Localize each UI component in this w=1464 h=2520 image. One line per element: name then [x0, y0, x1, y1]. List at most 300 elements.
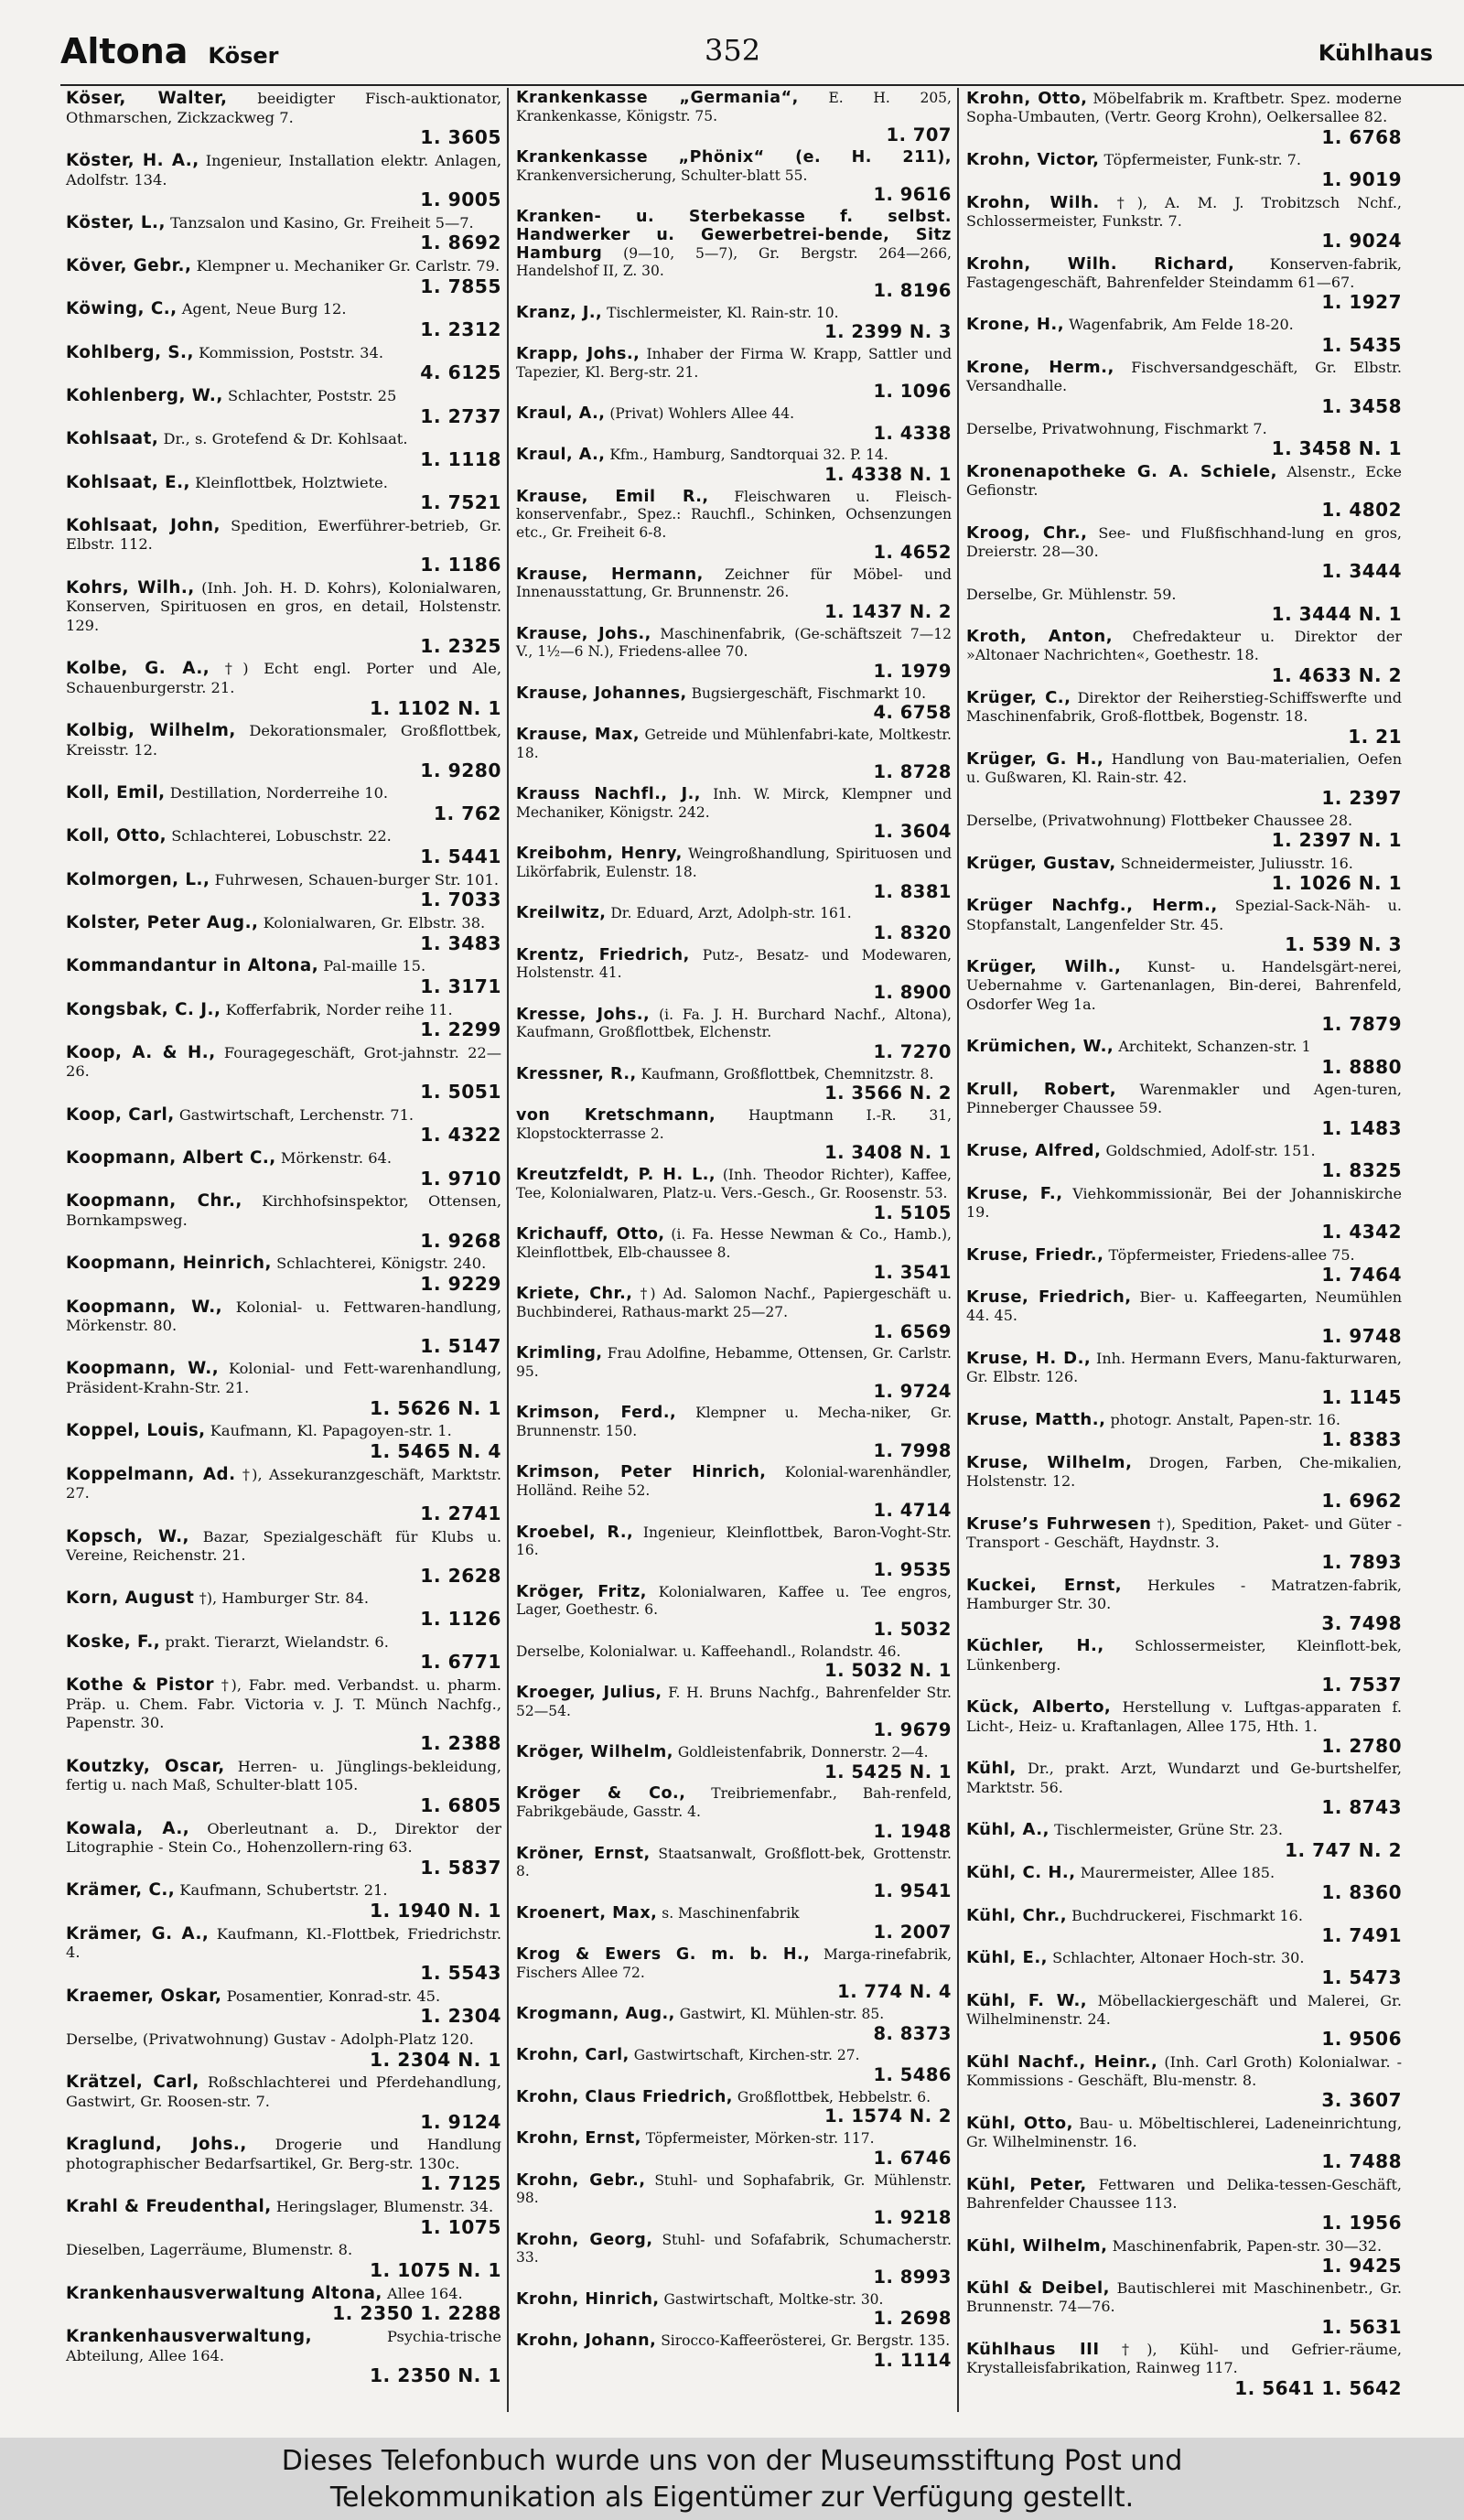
entry-name: Köser, Walter, — [66, 89, 228, 108]
directory-entry — [966, 750, 1402, 808]
phone-number: 1. 7125 — [420, 2172, 501, 2195]
entry-name: Koop, A. & H., — [66, 1042, 216, 1062]
phone-number: 1. 2350 1. 2288 — [332, 2302, 501, 2325]
directory-entry — [516, 346, 952, 402]
phone-number: 1. 9679 — [873, 1719, 952, 1741]
directory-entry — [516, 1524, 952, 1580]
entry-name: Krichauff, Otto, — [516, 1225, 665, 1244]
entry-details: Herkules - Matratzen-fabrik, Hamburger Str. 30. — [966, 1576, 1402, 1612]
directory-entry — [66, 579, 501, 657]
phone-number: 1. 7488 — [1321, 2150, 1402, 2173]
entry-details: Töpfermeister, Friedens-allee 75. — [1108, 1245, 1355, 1264]
entry-name: Kopsch, W., — [66, 1526, 189, 1546]
entry-details: Schneidermeister, Juliusstr. 16. — [1120, 854, 1353, 872]
entry-name: Kühl & Deibel, — [966, 2278, 1111, 2299]
phone-number: 1. 3444 N. 1 — [1271, 602, 1402, 625]
phone-number: 1. 9005 — [420, 188, 501, 211]
phone-number: 1. 1096 — [873, 381, 952, 403]
entry-details: Sirocco-Kaffeerösterei, Gr. Bergstr. 135. — [661, 2332, 951, 2349]
entry-details: Möbelfabrik m. Kraftbetr. Spez. moderne Sopha-Umbauten, (Vertr. Georg Krohn), Oelkersallee 82. — [966, 90, 1402, 126]
phone-number: 1. 8743 — [1321, 1795, 1402, 1818]
phone-number: 1. 2325 — [420, 634, 501, 657]
directory-entry — [516, 2232, 952, 2288]
phone-number: 1. 5435 — [1321, 333, 1402, 356]
entry-name: Krankenhausverwaltung Altona, — [66, 2283, 382, 2303]
entry-details: Stuhl- und Sophafabrik, Gr. Mühlenstr. 98. — [516, 2171, 952, 2207]
entry-details: Allee 164. — [387, 2284, 463, 2302]
entry-name: Krog & Ewers G. m. b. H., — [516, 1944, 811, 1964]
entry-details: Derselbe, (Privatwohnung) Flottbeker Chaussee 28. — [966, 811, 1353, 829]
entry-name: Kruse, Matth., — [966, 1410, 1106, 1429]
entry-details: Dieselben, Lagerräume, Blumenstr. 8. — [66, 2241, 353, 2259]
phone-number: 1. 1940 N. 1 — [369, 1900, 501, 1922]
directory-entry — [516, 305, 952, 342]
directory-entry — [66, 152, 501, 210]
directory-entry — [66, 1466, 501, 1524]
entry-name: Kühl, Chr., — [966, 1905, 1068, 1925]
entry-details: (Inh. Theodor Richter), Kaffee, Tee, Kolonialwaren, Platz-u. Vers.-Gesch., Gr. Roosenstr. 53. — [516, 1167, 952, 1201]
entry-details: †), Spedition, Paket- und Güter - Transport - Geschäft, Haydnstr. 3. — [966, 1514, 1403, 1551]
entry-name: Kraglund, Johs., — [66, 2135, 247, 2155]
phone-number: 1. 5051 — [420, 1081, 501, 1104]
phone-number: 1. 5631 — [1321, 2315, 1402, 2338]
directory-entry — [516, 2089, 952, 2127]
entry-name: Krohn, Ernst, — [516, 2129, 641, 2148]
entry-details: Treibriemenfabr., Bah-renfeld, Fabrikgebäude, Gasstr. 4. — [516, 1785, 952, 1821]
phone-number: 1. 8381 — [873, 880, 952, 902]
entry-details: Kofferfabrik, Norder reihe 11. — [225, 1000, 453, 1018]
entry-name: Krohn, Claus Friedrich, — [516, 2087, 733, 2106]
entry-name: Krüger, Wilh., — [966, 957, 1122, 977]
entry-details: Drogerie und Handlung photographischer Bedarfsartikel, Gr. Berg-str. 130c. — [66, 2136, 502, 2172]
entry-details: Schlachterei, Königstr. 240. — [276, 1255, 487, 1273]
phone-number: 1. 5641 1. 5642 — [1234, 2376, 1402, 2399]
directory-entry — [66, 2198, 501, 2237]
directory-entry — [516, 2130, 952, 2168]
entry-details: Schlossermeister, Kleinflott-bek, Lünkenberg. — [966, 1637, 1402, 1674]
entry-details: Direktor der Reiherstieg-Schiffswerfte und Maschinenfabrik, Groß-flottbek, Bogenstr. 18. — [966, 689, 1402, 726]
directory-entry — [966, 1637, 1402, 1695]
entry-details: prakt. Tierarzt, Wielandstr. 6. — [165, 1632, 389, 1651]
directory-entry — [966, 689, 1402, 747]
directory-entry — [66, 1044, 501, 1103]
entry-details: Staatsanwalt, Großflott-bek, Grottenstr. 8. — [516, 1845, 952, 1880]
directory-entry — [966, 1949, 1402, 1988]
directory-entry — [966, 1081, 1402, 1138]
phone-number: 1. 5032 — [873, 1618, 952, 1640]
entry-details: Kfm., Hamburg, Sandtorquai 32. P. 14. — [609, 447, 888, 464]
entry-details: Mörkenstr. 64. — [280, 1149, 393, 1168]
phone-number: 8. 8373 — [873, 2022, 952, 2044]
entry-name: Kressner, R., — [516, 1064, 637, 1083]
directory-entry — [516, 685, 952, 723]
directory-entry — [66, 1106, 501, 1146]
entry-details: Psychia-trische Abteilung, Allee 164. — [66, 2327, 501, 2364]
entry-name: Krohn, Johann, — [516, 2332, 657, 2350]
phone-number: 1. 1114 — [873, 2349, 952, 2371]
entry-name: Kohlsaat, — [66, 429, 159, 449]
entry-details: Krankenversicherung, Schulter-blatt 55. — [516, 167, 808, 184]
phone-number: 1. 9506 — [1321, 2028, 1402, 2051]
directory-entry — [66, 1881, 501, 1921]
entry-details: Derselbe, (Privatwohnung) Gustav - Adolph-Platz 120. — [66, 2030, 474, 2048]
entry-details: Kaufmann, Schubertstr. 21. — [179, 1881, 388, 1900]
entry-details: Destillation, Norderreihe 10. — [169, 784, 389, 802]
entry-name: Kowala, A., — [66, 1818, 190, 1838]
entry-details: Kaufmann, Kl.-Flottbek, Friedrichstr. 4. — [66, 1924, 501, 1962]
phone-number: 1. 2698 — [873, 2308, 952, 2330]
entry-details: Posamentier, Konrad-str. 45. — [226, 1987, 441, 2005]
directory-entry — [516, 2047, 952, 2084]
directory-entry — [966, 1515, 1402, 1573]
phone-number: 1. 2628 — [420, 1564, 501, 1587]
phone-number: 1. 5105 — [873, 1201, 952, 1223]
phone-number: 1. 1118 — [420, 447, 501, 470]
directory-entry — [966, 1411, 1402, 1450]
directory-entry — [966, 2279, 1402, 2337]
entry-details: Fuhrwesen, Schauen-burger Str. 101. — [214, 870, 499, 888]
directory-entry — [516, 149, 952, 205]
entry-details: Kolonialwaren, Kaffee u. Tee engros, Lager, Goethestr. 6. — [516, 1583, 952, 1619]
directory-entry — [66, 517, 501, 576]
phone-number: 1. 7270 — [873, 1041, 952, 1062]
phone-number: 1. 1026 N. 1 — [1271, 871, 1402, 894]
directory-entry — [66, 344, 501, 383]
phone-number: 1. 3483 — [420, 932, 501, 954]
directory-entry — [516, 566, 952, 622]
entry-name: Krohn, Otto, — [966, 89, 1088, 108]
directory-entry — [66, 1633, 501, 1673]
directory-entry — [516, 2332, 952, 2370]
entry-details: (i. Fa. Hesse Newman & Co., Hamb.), Kleinflottbek, Elb-chaussee 8. — [516, 1226, 952, 1261]
entry-name: Kommandantur in Altona, — [66, 956, 319, 976]
phone-number: 1. 7464 — [1321, 1263, 1402, 1286]
entry-details: Kirchhofsinspektor, Ottensen, Bornkampsweg. — [66, 1192, 501, 1229]
phone-number: 1. 5425 N. 1 — [824, 1761, 952, 1782]
directory-entry — [516, 1286, 952, 1341]
entry-name: Krohn, Carl, — [516, 2046, 630, 2065]
entry-name: Koopmann, Heinrich, — [66, 1254, 272, 1274]
directory-entry — [516, 1226, 952, 1282]
entry-name: Kroenert, Max, — [516, 1903, 658, 1922]
entry-name: Krätzel, Carl, — [66, 2073, 199, 2093]
directory-entry — [66, 300, 501, 339]
entry-name: Köster, L., — [66, 212, 166, 232]
column-divider — [507, 88, 509, 2412]
entry-details: Marga-rinefabrik, Fischers Allee 72. — [516, 1945, 952, 1981]
phone-number: 1. 2312 — [420, 318, 501, 341]
directory-entry — [966, 2237, 1402, 2277]
entry-name: Krimling, — [516, 1344, 603, 1363]
phone-number: 1. 9124 — [420, 2110, 501, 2133]
directory-entry — [66, 2328, 501, 2386]
entry-details: Kaufmann, Großflottbek, Chemnitzstr. 8. — [640, 1065, 934, 1082]
entry-details: Bau- u. Möbeltischlerei, Ladeneinrichtung, Gr. Wilhelminenstr. 16. — [966, 2114, 1402, 2150]
directory-entry — [516, 786, 952, 842]
directory-entry — [66, 1001, 501, 1040]
directory-entry — [966, 1992, 1402, 2050]
directory-entry — [966, 359, 1402, 416]
directory-entry — [66, 430, 501, 469]
entry-details: Gastwirtschaft, Kirchen-str. 27. — [633, 2047, 860, 2064]
entry-name: Krohn, Hinrich, — [516, 2289, 660, 2309]
entry-details: Zeichner für Möbel- und Innenausstattung, Gr. Brunnenstr. 26. — [516, 565, 952, 601]
phone-number: 1. 9425 — [1321, 2254, 1402, 2277]
entry-details: Goldleistenfabrik, Donnerstr. 2—4. — [677, 1744, 929, 1761]
directory-entry — [66, 1758, 501, 1816]
entry-name: Kröger, Wilhelm, — [516, 1743, 673, 1762]
entry-details: Tanzsalon und Kasino, Gr. Freiheit 5—7. — [170, 213, 474, 232]
phone-number: 1. 3541 — [873, 1261, 952, 1283]
directory-entry — [966, 2176, 1402, 2234]
entry-name: Krimson, Ferd., — [516, 1404, 677, 1423]
phone-number: 1. 2737 — [420, 404, 501, 427]
entry-details: (i. Fa. J. H. Burchard Nachf., Altona), Kaufmann, Großflottbek, Elchenstr. — [516, 1006, 952, 1041]
entry-details: Weingroßhandlung, Spirituosen und Likörfabrik, Eulenstr. 18. — [516, 845, 952, 880]
directory-entry — [66, 1422, 501, 1461]
entry-details: Derselbe, Gr. Mühlenstr. 59. — [966, 585, 1177, 603]
phone-number: 1. 6768 — [1321, 125, 1402, 148]
phone-number: 1. 747 N. 2 — [1285, 1838, 1402, 1861]
page-header — [60, 26, 1433, 81]
entry-name: Kranken- u. Sterbekasse f. selbst. Handwerker u. Gewerbetrei-bende, Sitz Hamburg — [516, 208, 952, 263]
entry-details: Gastwirtschaft, Lerchenstr. 71. — [178, 1105, 414, 1124]
footer-notice — [0, 2438, 1464, 2520]
entry-details: Spezial-Sack-Näh- u. Stopfanstalt, Langenfelder Str. 45. — [966, 897, 1403, 933]
entry-name: Kühl, F. W., — [966, 1990, 1088, 2010]
phone-number: 1. 7855 — [420, 275, 501, 297]
directory-entry — [966, 316, 1402, 355]
column-3 — [966, 90, 1402, 2402]
entry-details: Maschinenfabrik, (Ge-schäftszeit 7—12 V., 1½—6 N.), Friedens-allee 70. — [516, 625, 952, 661]
entry-name: Krüger, C., — [966, 688, 1071, 708]
entry-details: Maschinenfabrik, Papen-str. 30—32. — [1112, 2236, 1383, 2255]
entry-name: Koopmann, W., — [66, 1297, 223, 1317]
phone-number: 1. 5032 N. 1 — [824, 1660, 952, 1682]
phone-number: 1. 5486 — [873, 2064, 952, 2086]
entry-name: Kreilwitz, — [516, 904, 607, 923]
entry-details: Spedition, Ewerführer-betrieb, Gr. Elbstr. 112. — [66, 516, 502, 554]
directory-entry — [966, 194, 1402, 252]
directory-entry — [66, 1528, 501, 1587]
entry-name: Kühl, C. H., — [966, 1862, 1076, 1882]
entry-name: Köver, Gebr., — [66, 256, 192, 276]
phone-number: 1. 4338 — [873, 422, 952, 444]
entry-name: Kranz, J., — [516, 303, 603, 322]
directory-entry — [66, 1298, 501, 1357]
directory-entry — [516, 905, 952, 942]
entry-details: Dr., prakt. Arzt, Wundarzt und Ge-burtshelfer, Marktstr. 56. — [966, 1760, 1403, 1796]
entry-details: Heringslager, Blumenstr. 34. — [275, 2198, 494, 2216]
phone-number: 1. 8325 — [1321, 1159, 1402, 1182]
directory-entry — [66, 660, 501, 718]
phone-number: 1. 4714 — [873, 1499, 952, 1521]
entry-details: †) Ad. Salomon Nachf., Papiergeschäft u. Buchbinderei, Rathaus-markt 25—27. — [516, 1286, 952, 1320]
directory-entry — [966, 1185, 1402, 1243]
entry-details: Kunst- u. Handelsgärt-nerei, Uebernahme v. Gartenanlagen, Bin-derei, Bahrenfeld, Osdorfer Weg 1a. — [966, 958, 1402, 1013]
entry-name: Kolbig, Wilhelm, — [66, 721, 236, 741]
entry-name: Kolbe, G. A., — [66, 659, 210, 679]
phone-number: 1. 8993 — [873, 2266, 952, 2288]
directory-entry — [516, 1785, 952, 1841]
phone-number: 1. 6805 — [420, 1793, 501, 1816]
entry-name: Krauss Nachfl., J., — [516, 785, 701, 804]
directory-entry — [516, 1464, 952, 1520]
entry-name: Kühl, A., — [966, 1820, 1050, 1840]
entry-name: Kruse, Friedrich, — [966, 1287, 1132, 1308]
directory-entry — [66, 387, 501, 426]
phone-number: 1. 3458 N. 1 — [1271, 437, 1402, 460]
entry-name: Kothe & Pistor — [66, 1675, 215, 1696]
entry-details: Dr., s. Grotefend & Dr. Kohlsaat. — [163, 430, 408, 448]
directory-entry — [66, 1360, 501, 1418]
entry-name: Kohlsaat, John, — [66, 515, 221, 535]
directory-entry — [516, 1007, 952, 1062]
directory-entry — [66, 827, 501, 867]
entry-name: Kriete, Chr., — [516, 1285, 633, 1304]
entry-name: Krohn, Victor, — [966, 149, 1100, 169]
directory-entry — [66, 2136, 501, 2194]
directory-entry — [966, 1864, 1402, 1903]
footer-line-2: Telekommunikation als Eigentümer zur Verfügung gestellt. — [329, 2482, 1135, 2514]
phone-number: 1. 3458 — [1321, 394, 1402, 417]
directory-entry — [66, 2030, 501, 2070]
entry-details: (Privat) Wohlers Allee 44. — [609, 405, 795, 422]
page-number: 352 — [705, 33, 761, 68]
entry-details: (Inh. Joh. H. D. Kohrs), Kolonialwaren, Konserven, Spirituosen en gros, en detail, Holstenstr. 129. — [66, 578, 501, 635]
phone-number: 1. 6569 — [873, 1320, 952, 1342]
entry-details: Stuhl- und Sofafabrik, Schumacherstr. 33. — [516, 2231, 952, 2267]
entry-name: Krogmann, Aug., — [516, 2005, 675, 2023]
phone-number: 1. 7537 — [1321, 1674, 1402, 1696]
entry-name: Krankenkasse „Germania“, — [516, 89, 799, 107]
entry-name: Küchler, H., — [966, 1636, 1104, 1656]
entry-name: Krapp, Johs., — [516, 344, 640, 363]
directory-entry — [966, 2341, 1402, 2398]
entry-details: Ingenieur, Installation elektr. Anlagen, Adolfstr. 134. — [66, 151, 501, 188]
entry-name: Kühl, Peter, — [966, 2174, 1087, 2194]
phone-number: 1. 9024 — [1321, 230, 1402, 253]
phone-number: 1. 3171 — [420, 975, 501, 997]
phone-number: 1. 2399 N. 3 — [824, 321, 952, 343]
entry-name: Koppel, Louis, — [66, 1421, 206, 1441]
header-left — [60, 31, 278, 71]
header-range-end: Kühlhaus — [1318, 40, 1433, 66]
phone-number: 1. 3605 — [420, 126, 501, 149]
entry-name: Koopmann, Chr., — [66, 1191, 242, 1212]
entry-details: Bautischlerei mit Maschinenbetr., Gr. Brunnenstr. 74—76. — [966, 2279, 1402, 2316]
phone-number: 1. 3444 — [1321, 560, 1402, 583]
phone-number: 1. 8692 — [420, 232, 501, 254]
entry-details: Kolonialwaren, Gr. Elbstr. 38. — [263, 913, 486, 932]
directory-entry — [966, 90, 1402, 147]
directory-entry — [66, 914, 501, 953]
entry-name: Kongsbak, C. J., — [66, 999, 221, 1019]
phone-number: 1. 21 — [1348, 725, 1402, 748]
entry-name: Kraemer, Oskar, — [66, 1986, 222, 2006]
entry-details: Viehkommissionär, Bei der Johanniskirche 19. — [966, 1184, 1402, 1221]
directory-entry — [516, 447, 952, 484]
directory-entry — [516, 1066, 952, 1104]
entry-name: Kreibohm, Henry, — [516, 845, 683, 864]
phone-number: 1. 8880 — [1321, 1055, 1402, 1078]
phone-number: 1. 1075 — [420, 2215, 501, 2238]
directory-entry — [66, 1820, 501, 1879]
entry-details: Getreide und Mühlenfabri-kate, Moltkestr. 18. — [516, 727, 952, 761]
entry-details: (9—10, 5—7), Gr. Bergstr. 264—266, Handelshof II, Z. 30. — [516, 244, 952, 280]
phone-number: 1. 2388 — [420, 1731, 501, 1754]
phone-number: 1. 539 N. 3 — [1285, 932, 1402, 955]
entry-details: Gastwirtschaft, Moltke-str. 30. — [663, 2290, 884, 2308]
directory-entry — [516, 1584, 952, 1640]
entry-name: Krentz, Friedrich, — [516, 945, 690, 964]
entry-name: Kresse, Johs., — [516, 1005, 651, 1024]
phone-number: 1. 8383 — [1321, 1428, 1402, 1451]
directory-entry — [966, 255, 1402, 313]
directory-entry — [966, 1246, 1402, 1286]
directory-entry — [66, 1925, 501, 1984]
entry-details: E. H. 205, Krankenkasse, Königstr. 75. — [516, 90, 952, 124]
phone-number: 1. 1102 N. 1 — [369, 696, 501, 719]
entry-details: Derselbe, Kolonialwar. u. Kaffeehandl., Rolandstr. 46. — [516, 1642, 901, 1660]
directory-entry — [516, 947, 952, 1003]
directory-entry — [516, 2006, 952, 2043]
entry-details: Herren- u. Jünglings-bekleidung, fertig u. nach Maß, Schulter-blatt 105. — [66, 1757, 501, 1794]
phone-number: 4. 6125 — [420, 361, 501, 384]
entry-name: Krone, Herm., — [966, 358, 1114, 378]
header-rule — [60, 84, 1464, 86]
entry-details: †), Hamburger Str. 84. — [199, 1589, 370, 1608]
directory-entry — [516, 1643, 952, 1681]
entry-details: Herstellung v. Luftgas-apparaten f. Licht-, Heiz- u. Kraftanlagen, Allee 175, Hth. 1. — [966, 1698, 1402, 1735]
entry-name: Koopmann, W., — [66, 1359, 220, 1379]
entry-details: Großflottbek, Hebbelstr. 6. — [737, 2088, 931, 2105]
entry-name: Kruse, Wilhelm, — [966, 1452, 1133, 1472]
phone-number: 1. 1927 — [1321, 291, 1402, 314]
entry-details: Buchdruckerei, Fischmarkt 16. — [1071, 1906, 1303, 1924]
entry-name: Koop, Carl, — [66, 1104, 175, 1125]
entry-name: Krause, Max, — [516, 726, 640, 744]
directory-entry — [966, 1907, 1402, 1946]
phone-number: 1. 9218 — [873, 2206, 952, 2228]
entry-details: Frau Adolfine, Hebamme, Ottensen, Gr. Carlstr. 95. — [516, 1345, 952, 1380]
directory-entry — [516, 1345, 952, 1401]
phone-number: 1. 7491 — [1321, 1923, 1402, 1946]
directory-entry — [516, 1107, 952, 1163]
entry-details: Gastwirt, Kl. Mühlen-str. 85. — [679, 2006, 885, 2022]
column-1 — [66, 90, 501, 2390]
entry-details: Derselbe, Privatwohnung, Fischmarkt 7. — [966, 420, 1267, 437]
directory-entry — [516, 489, 952, 563]
directory-entry — [516, 626, 952, 682]
directory-entry — [516, 1744, 952, 1782]
entry-name: Krüger Nachfg., Herm., — [966, 896, 1218, 916]
entry-details: Oberleutnant a. D., Direktor der Litographie - Stein Co., Hohenzollern-ring 63. — [66, 1819, 501, 1857]
entry-name: Kühl, — [966, 1759, 1017, 1779]
column-2 — [516, 90, 952, 2374]
header-range-start: Köser — [208, 43, 279, 69]
phone-number: 1. 2741 — [420, 1502, 501, 1524]
phone-number: 1. 2780 — [1321, 1735, 1402, 1757]
entry-details: Möbellackiergeschäft und Malerei, Gr. Wilhelminenstr. 24. — [966, 1991, 1402, 2029]
directory-entry — [66, 2285, 501, 2324]
entry-name: Kröner, Ernst, — [516, 1844, 651, 1863]
entry-details: s. Maschinenfabrik — [662, 1904, 800, 1922]
entry-name: Krankenkasse „Phönix“ (e. H. 211), — [516, 148, 952, 167]
entry-name: Kruse, H. D., — [966, 1349, 1092, 1369]
entry-details: Wagenfabrik, Am Felde 18-20. — [1069, 316, 1294, 334]
directory-entry — [966, 1038, 1402, 1077]
